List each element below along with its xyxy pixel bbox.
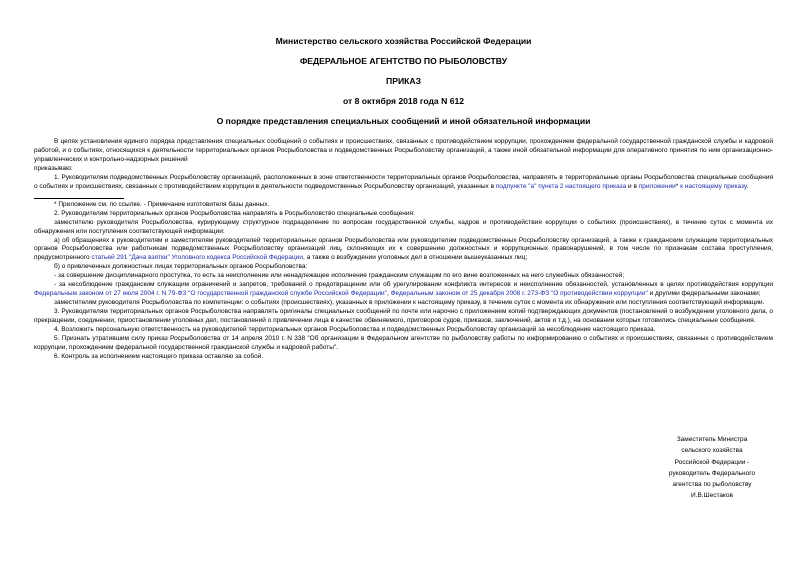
paragraph-6: 6. Контроль за исполнением настоящего приказа оставляю за собой. (54, 352, 264, 360)
paragraph-1-mid: и в (628, 182, 637, 190)
link-appendix[interactable]: приложении (638, 182, 676, 190)
ministry-heading: Министерство сельского хозяйства Российской Федерации (275, 36, 532, 46)
footnote-marker: * (675, 182, 679, 190)
document-body (34, 138, 773, 362)
link-federal-law-79fz[interactable]: Федеральным законом от 27 июля 2004 г. N 79-ФЗ "О государственной гражданской службе Российской Федерации" (34, 290, 387, 298)
intro-paragraph: В целях установления единого порядка представления специальных сообщений о событиях и происшествиях, связанных с противодействием коррупции, прохождением федеральной государственной гражданской службы и кадровой работой, и о событиях, относящихся к деятельности территориальных органов Росрыболовства и подведомственных Росрыболовству организаций, а также иной обязательной информации для оперативного принятия по ним организационно-управленческих и контрольно-надзорных решений (34, 138, 773, 163)
signature-line-5: агентства по рыболовству (672, 481, 752, 489)
link-subpoint-a-point-2[interactable]: подпункте "а" пункта 2 настоящего приказа (495, 182, 627, 190)
document-title: О порядке представления специальных сообщений и иной обязательной информации (216, 116, 591, 126)
paragraph-2b-item-2-text: - за несоблюдение гражданским служащим ограничений и запретов, требований о предотвращении или об урегулировании конфликта интересов и неисполнение обязанностей, установленных в целях противодействия коррупции (54, 281, 773, 289)
agency-heading: ФЕДЕРАЛЬНОЕ АГЕНТСТВО ПО РЫБОЛОВСТВУ (299, 56, 508, 66)
paragraph-1-text: 1. Руководителям подведомственных Росрыболовству организаций, расположенных в зоне ответственности территориальных органов Росрыболовства, направлять в территориальные органы Росрыболовства специальные сообщения о событиях и происшествиях, связанных с противодействием коррупции в деятельности подведомственных Росрыболовству организаций, указанных в (34, 173, 773, 190)
footnote-text: * Приложение см. по ссылке. - Примечание изготовителя базы данных. (54, 200, 270, 208)
signature-line-4: руководитель Федерального (668, 469, 756, 477)
paragraph-2b-item-2-end: и другими федеральными законами; (649, 290, 761, 298)
paragraph-2b-item-2 (34, 281, 773, 299)
signature-line-1: Заместитель Министра (676, 436, 748, 443)
signature-line-2: сельского хозяйства (681, 447, 743, 455)
link-federal-law-273fz[interactable]: Федеральным законом от 25 декабря 2008 г. 273-ФЗ "О противодействии коррупции" (390, 290, 648, 298)
paragraph-1 (34, 174, 773, 192)
order-word: приказываю: (34, 164, 73, 172)
paragraph-2b-item-1: - за совершение дисциплинарного проступка, то есть за неисполнение или ненадлежащее исполнение гражданским служащим по его вине возложенных на него служебных обязанностей; (54, 272, 625, 280)
paragraph-2-deputy: заместителю руководителя Росрыболовства, курирующему структурное подразделение по вопросам государственной службы, кадров и противодействия коррупции о событиях (происшествиях), в течение суток с момента их обнаружения или поступления соответствующей информации: (34, 218, 773, 235)
paragraph-2a (34, 237, 773, 264)
document-type: ПРИКАЗ (386, 76, 421, 86)
signature-block (657, 434, 767, 502)
paragraph-3: 3. Руководителям территориальных органов Росрыболовства направлять оригиналы специальных сообщений по почте или нарочно с приложением копий подтверждающих документов (постановлений о возбуждении уголовного дела, о прекращении, соединении, приостановлении уголовных дел, постановлений о привлечении лица в качестве обвиняемого, приговоров судов, приказов, заключений, актов и т.д.), на основании которых готовились специальные сообщения. (34, 308, 773, 325)
paragraph-2-deputy-2: заместителям руководителя Росрыболовства по компетенции: о событиях (происшествиях), указанных в приложении к настоящему приказу, в течение суток с момента их обнаружения или поступления соответствующей информации. (54, 299, 765, 307)
paragraph-2a-text: а) об обращениях к руководителям и заместителям руководителей территориальных органов Росрыболовства или руководителям подведомственных Росрыболовству организаций, а также к гражданским служащим территориальных органов Росрыболовства или работникам подведомственных Росрыболовству организаций лиц, склоняющих их к совершению должностных и коррупционных правонарушений, в том числе по признакам состава преступления, предусмотренного (34, 236, 773, 262)
paragraph-5: 5. Признать утратившим силу приказ Росрыболовства от 14 апреля 2010 г. N 338 "Об организации в Федеральном агентстве по рыболовству работы по информированию о событиях и происшествиях, связанных с противодействием коррупции, прохождением федеральной государственной гражданской службы и кадровой работы". (34, 335, 773, 351)
paragraph-2b: б) о привлеченных должностных лицах территориальных органов Росрыболовства: (54, 263, 308, 271)
document-date-number: от 8 октября 2018 года N 612 (342, 96, 465, 106)
paragraph-2: 2. Руководителям территориальных органов Росрыболовства направлять в Росрыболовство специальные сообщения: (54, 209, 415, 217)
link-this-order[interactable]: к настоящему приказу (680, 182, 747, 190)
footnote-separator (34, 198, 124, 199)
signature-line-3: Российской Федерации - (674, 458, 750, 466)
paragraph-1-end: . (746, 182, 749, 190)
paragraph-2a-end: , а также о возбуждении уголовных дел в отношении вышеуказанных лиц; (302, 254, 528, 262)
paragraph-4: 4. Возложить персональную ответственность на руководителей территориальных органов Росрыболовства и подведомственных Росрыболовству организаций за несоблюдение настоящего приказа. (54, 326, 656, 334)
signatory-name: И.В.Шестаков (691, 492, 733, 500)
link-criminal-code-article-291[interactable]: статьей 291 "Дача взятки" Уголовного кодекса Российской Федерации (91, 254, 303, 262)
paragraph-2b-item-2-sep: , (386, 290, 389, 298)
